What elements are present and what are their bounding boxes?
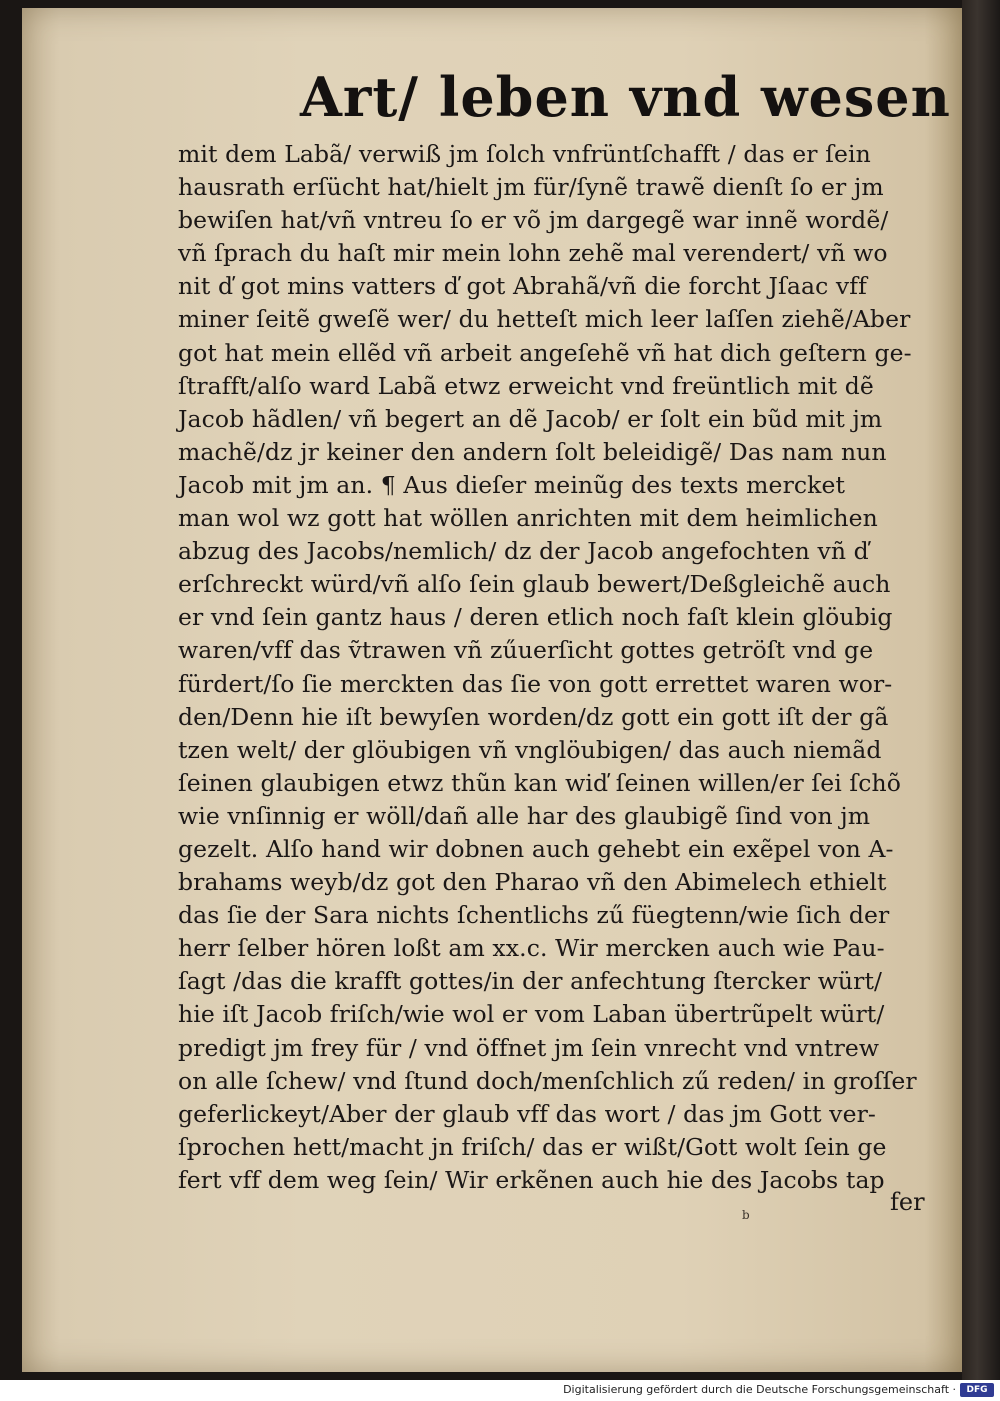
dfg-logo-icon: DFG bbox=[960, 1383, 994, 1397]
text-line: Jacob hãdlen/ vñ begert an dẽ Jacob/ er ſolt ein bũd mit jm bbox=[178, 404, 883, 433]
page-headline: Art/ leben vnd wesen bbox=[300, 65, 951, 129]
text-line: predigt jm frey für / vnd öffnet jm ſein vnrecht vnd vntrew bbox=[178, 1033, 880, 1062]
text-line: man wol wz gott hat wöllen anrichten mit dem heimlichen bbox=[178, 504, 878, 533]
footer-credit: Digitalisierung gefördert durch die Deutsche Forschungsgemeinschaft · bbox=[563, 1383, 956, 1396]
text-line: got hat mein ellẽd vñ arbeit angeſehẽ vñ hat dich geſtern ge- bbox=[178, 338, 912, 367]
text-line: ſagt /das die krafft gottes/in der anfechtung ſtercker würt/ bbox=[178, 967, 883, 996]
text-line: gezelt. Alſo hand wir dobnen auch gehebt ein exẽpel von A- bbox=[178, 834, 894, 863]
text-line: ſtrafft/alſo ward Labã etwz erweicht vnd freüntlich mit dẽ bbox=[178, 371, 874, 400]
text-line: erſchreckt würd/vñ alſo ſein glaub bewert/Deßgleichẽ auch bbox=[178, 570, 891, 599]
text-line: machẽ/dz jr keiner den andern ſolt beleidigẽ/ Das nam nun bbox=[178, 437, 887, 466]
text-line: hausrath erſücht hat/hielt jm für/ſynẽ trawẽ dienſt ſo er jm bbox=[178, 173, 884, 202]
text-line: Jacob mit jm an. ¶ Aus dieſer meinũg des texts mercket bbox=[178, 470, 846, 499]
text-line: bewiſen hat/vñ vntreu ſo er võ jm dargegẽ war innẽ wordẽ/ bbox=[178, 206, 889, 235]
text-line: wie vnſinnig er wöll/dañ alle har des glaubigẽ ſind von jm bbox=[178, 801, 871, 830]
text-line: miner ſeitẽ gweſẽ wer/ du hetteſt mich leer laſſen ziehẽ/Aber bbox=[178, 305, 911, 334]
text-line: fürdert/ſo ſie merckten das ſie von gott errettet waren wor- bbox=[178, 669, 893, 698]
text-line: hie iſt Jacob friſch/wie wol er vom Laban übertrũpelt würt/ bbox=[178, 1000, 885, 1029]
text-line: mit dem Labã/ verwiß jm ſolch vnfrüntſchafft / das er ſein bbox=[178, 140, 871, 168]
catchword: fer bbox=[890, 1188, 925, 1216]
text-line: fert vff dem weg ſein/ Wir erkẽnen auch hie des Jacobs tap bbox=[178, 1165, 885, 1194]
text-line: herr ſelber hören loßt am xx.c. Wir mercken auch wie Pau- bbox=[178, 934, 885, 963]
text-line: ſeinen glaubigen etwz thũn kan wiď ſeinen willen/er ſei ſchõ bbox=[178, 768, 901, 797]
text-line: den/Denn hie iſt bewyſen worden/dz gott ein gott iſt der gã bbox=[178, 702, 889, 731]
signature-mark: b bbox=[742, 1208, 750, 1222]
text-line: ſprochen hett/macht jn friſch/ das er wißt/Gott wolt ſein ge bbox=[178, 1132, 887, 1161]
text-line: brahams weyb/dz got den Pharao vñ den Abimelech ethielt bbox=[178, 868, 887, 897]
text-line: on alle ſchew/ vnd ſtund doch/menſchlich zű reden/ in groſſer bbox=[178, 1066, 917, 1095]
text-line: abzug des Jacobs/nemlich/ dz der Jacob angefochten vñ ď bbox=[178, 537, 869, 566]
text-line: geferlickeyt/Aber der glaub vff das wort / das jm Gott ver- bbox=[178, 1099, 876, 1128]
text-line: er vnd ſein gantz haus / deren etlich noch faſt klein glöubig bbox=[178, 603, 893, 632]
footer-bar bbox=[0, 1380, 1000, 1401]
body-text bbox=[178, 138, 938, 1197]
book-spine bbox=[962, 0, 1000, 1380]
text-line: das ſie der Sara nichts ſchentlichs zű füegtenn/wie ſich der bbox=[178, 901, 890, 930]
text-line: waren/vff das ṽtrawen vñ zűuerſicht gottes getröſt vnd ge bbox=[178, 636, 874, 665]
text-line: vñ ſprach du haſt mir mein lohn zehẽ mal verendert/ vñ wo bbox=[178, 239, 888, 268]
text-line: nit ď got mins vatters ď got Abrahã/vñ die forcht Jſaac vff bbox=[178, 272, 867, 301]
text-line: tzen welt/ der glöubigen vñ vnglöubigen/ das auch niemãd bbox=[178, 735, 882, 764]
